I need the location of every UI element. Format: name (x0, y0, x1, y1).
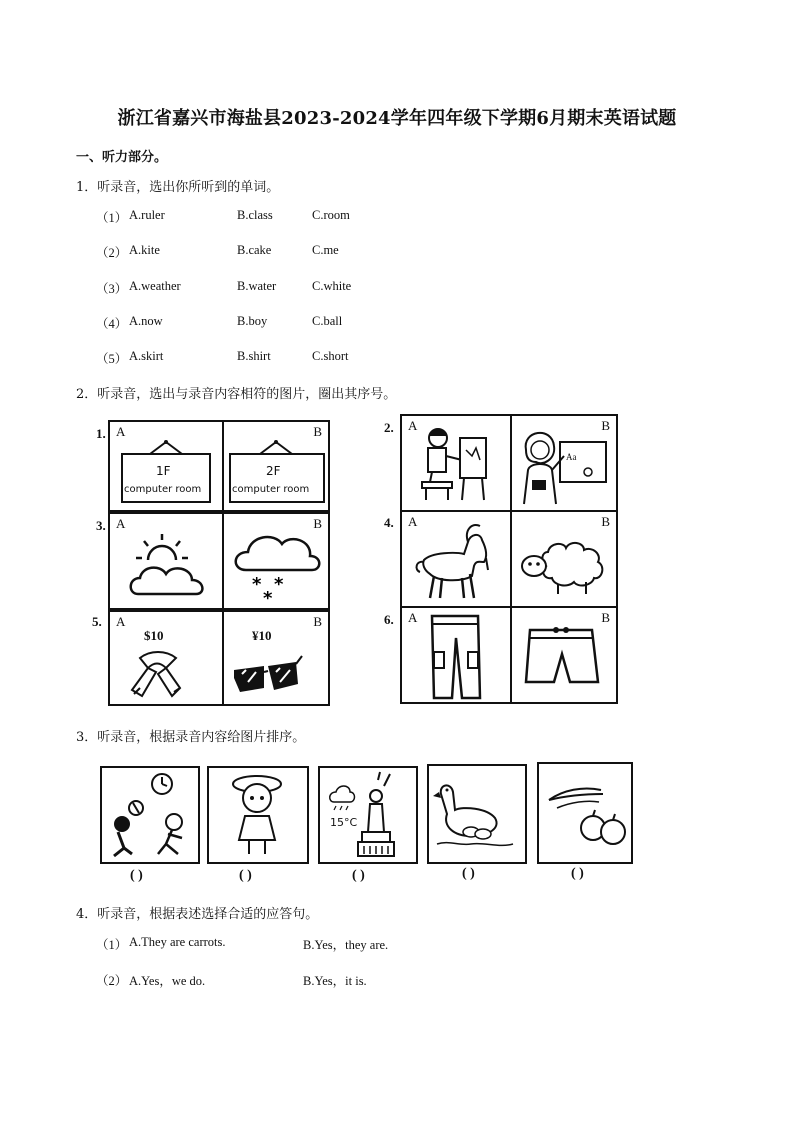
picture-number: 1. (96, 426, 106, 441)
vegetables-icon (539, 764, 631, 862)
label-b: B (313, 424, 322, 439)
answer-blank[interactable]: ( ) (130, 868, 143, 883)
svg-text:*: * (252, 574, 262, 595)
picture-3b (222, 512, 330, 610)
picture-vegetables (537, 762, 633, 864)
question-4-prompt: 4．听录音，根据表述选择合适的应答句。 (76, 907, 319, 922)
item-number: （4） (96, 317, 128, 331)
label-b: B (313, 614, 322, 629)
item-number: （2） (96, 974, 128, 988)
option-b: B.Yes，it is. (303, 974, 367, 988)
statue-weather-icon (320, 768, 416, 862)
shorts-icon (512, 608, 616, 702)
ducks-icon (429, 766, 525, 862)
question-2-prompt: 2．听录音，选出与录音内容相符的图片，圈出其序号。 (76, 387, 397, 402)
option-a: A.ruler (129, 208, 165, 222)
picture-4a (400, 510, 512, 608)
picture-2a (400, 414, 512, 512)
picture-number: 2. (384, 420, 394, 435)
option-b: B.Yes，they are. (303, 938, 389, 952)
answer-blank[interactable]: ( ) (462, 866, 475, 881)
picture-6a (400, 606, 512, 704)
option-c: C.short (312, 349, 349, 363)
sign-room: computer room (124, 484, 202, 495)
picture-3a (108, 512, 224, 610)
option-b: B.shirt (237, 349, 271, 363)
option-b: B.water (237, 279, 277, 293)
label-b: B (601, 610, 610, 625)
question-1-prompt: 1．听录音，选出你所听到的单词。 (76, 180, 280, 195)
option-b: B.boy (237, 314, 268, 328)
option-c: C.me (312, 243, 339, 257)
answer-blank[interactable]: ( ) (571, 866, 584, 881)
picture-number: 5. (92, 614, 102, 629)
board-text: Aa (566, 452, 577, 462)
sunglasses-icon (224, 612, 328, 704)
sign-floor: 2F (266, 464, 281, 478)
item-number: （2） (96, 246, 128, 260)
label-b: B (601, 418, 610, 433)
picture-6b (510, 606, 618, 704)
answer-blank[interactable]: ( ) (352, 868, 365, 883)
sun-cloud-icon (110, 514, 222, 608)
option-a: A.now (129, 314, 163, 328)
picture-girl (207, 766, 309, 864)
label-a: A (116, 614, 126, 629)
label-b: B (601, 514, 610, 529)
question-3-prompt: 3．听录音，根据录音内容给图片排序。 (76, 730, 306, 745)
label-a: A (408, 418, 418, 433)
answer-blank[interactable]: ( ) (239, 868, 252, 883)
option-c: C.ball (312, 314, 343, 328)
picture-5b (222, 610, 330, 706)
svg-text:*: * (274, 574, 284, 595)
trousers-icon (402, 608, 510, 702)
sheep-icon (512, 512, 616, 606)
sign-room: computer room (232, 484, 310, 495)
price-label: $10 (144, 628, 164, 643)
item-number: （1） (96, 938, 128, 952)
picture-1b (222, 420, 330, 512)
picture-kids-playing (100, 766, 200, 864)
picture-number: 4. (384, 515, 394, 530)
option-a: A.skirt (129, 349, 164, 363)
option-c: C.white (312, 279, 352, 293)
picture-statue (318, 766, 418, 864)
sign-floor: 1F (156, 464, 171, 478)
section-heading: 一、听力部分。 (76, 150, 168, 165)
page-title: 浙江省嘉兴市海盐县2023-2024学年四年级下学期6月期末英语试题 (117, 108, 677, 129)
picture-number: 6. (384, 612, 394, 627)
temperature-label: 15°C (330, 816, 358, 829)
label-a: A (408, 514, 418, 529)
picture-5a (108, 610, 224, 706)
goat-icon (402, 512, 510, 606)
item-number: （5） (96, 352, 128, 366)
picture-4b (510, 510, 618, 608)
label-a: A (116, 424, 126, 439)
label-a: A (408, 610, 418, 625)
picture-ducks (427, 764, 527, 864)
teacher-icon (512, 416, 616, 510)
scarf-icon (110, 612, 222, 704)
girl-icon (209, 768, 307, 862)
option-a: A.kite (129, 243, 160, 257)
picture-2b (510, 414, 618, 512)
option-a: A.Yes，we do. (129, 974, 206, 988)
option-c: C.room (312, 208, 350, 222)
item-number: （3） (96, 282, 128, 296)
boy-drawing-icon (402, 416, 510, 510)
kids-ball-clock-icon (102, 768, 198, 862)
option-b: B.class (237, 208, 273, 222)
picture-number: 3. (96, 518, 106, 533)
option-a: A.They are carrots. (129, 935, 226, 949)
snow-cloud-icon (224, 514, 328, 608)
svg-text:*: * (263, 588, 273, 609)
picture-1a (108, 420, 224, 512)
option-a: A.weather (129, 279, 181, 293)
label-b: B (313, 516, 322, 531)
option-b: B.cake (237, 243, 272, 257)
item-number: （1） (96, 211, 128, 225)
price-label: ¥10 (252, 628, 272, 643)
label-a: A (116, 516, 126, 531)
